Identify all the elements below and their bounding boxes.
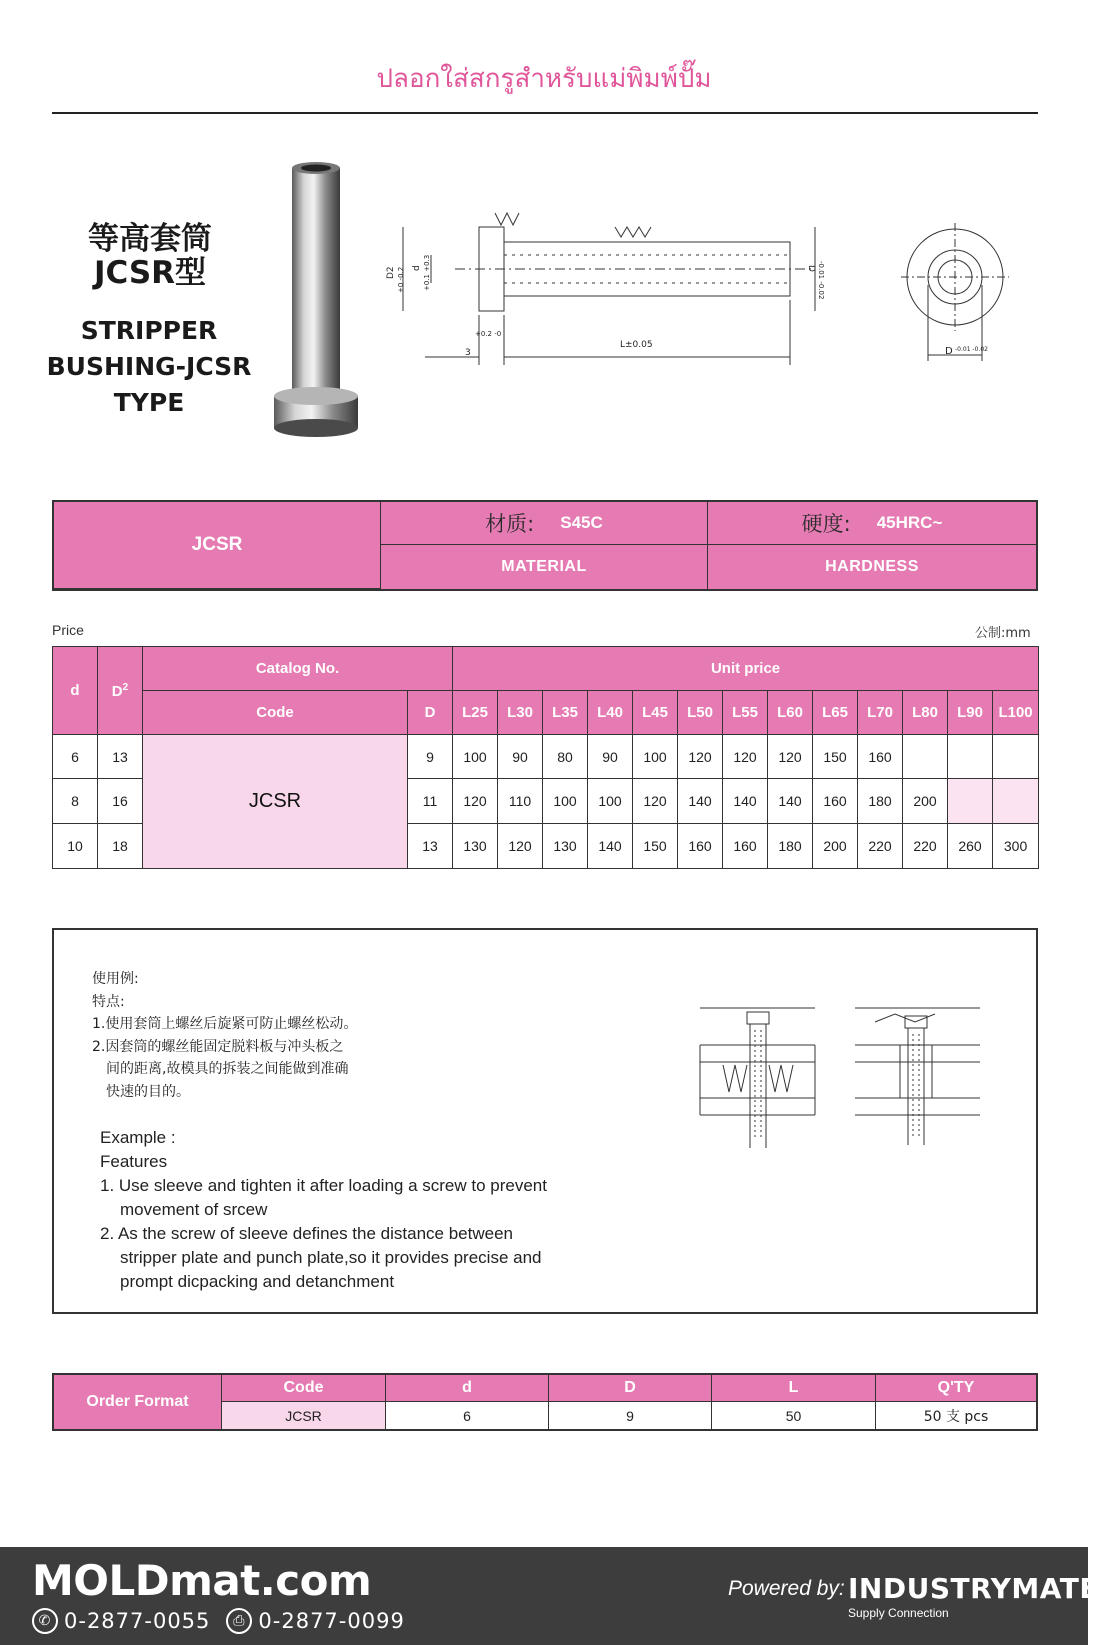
cell-price: 90 [588,735,633,779]
D-dim-tol: -0.01 -0.02 [817,261,825,300]
product-name-en-line3: TYPE [113,388,185,417]
header-length: L40 [588,691,633,735]
page-title: ปลอกใส่สกรูสำหรับแม่พิมพ์ปั๊ม [376,64,712,94]
product-photo [272,160,362,442]
price-table [52,646,1039,869]
order-header-L: L [712,1375,876,1402]
header-length: L65 [813,691,858,735]
company-tagline: Supply Connection [848,1606,949,1620]
header-length: L50 [678,691,723,735]
length-label: L±0.05 [620,340,653,350]
cell-price: 120 [678,735,723,779]
header-length: L45 [633,691,678,735]
cell-price: 260 [948,824,993,869]
header-D: D [408,691,453,735]
cell-D2: 18 [98,824,143,869]
product-type-cn: JCSR型 [93,255,207,291]
en-item-1a: 1. Use sleeve and tighten it after loading a screw to prevent [100,1176,547,1195]
spec-code: JCSR [191,534,243,555]
cell-D: 9 [408,735,453,779]
hardness-en-cell [708,545,1036,589]
cell-price: 140 [588,824,633,869]
usage-drawing-2 [855,1008,980,1145]
cn-features-title: 特点: [92,993,125,1010]
product-name-en-line1: STRIPPER [80,316,218,345]
cell-price: 300 [993,824,1039,869]
fax-number[interactable]: 0-2877-0099 [258,1609,405,1633]
en-item-2c: prompt dicpacking and detanchment [120,1272,395,1291]
d-dim-tol: +0.1 +0.3 [423,254,431,291]
cell-price: 180 [768,824,813,869]
cell-D: 11 [408,779,453,824]
order-format-table [52,1373,1038,1431]
cell-D2: 13 [98,735,143,779]
hardness-cell [708,502,1036,545]
hardness-label-cn: 硬度: [801,512,851,536]
header-d: d [53,647,98,735]
cell-price: 90 [498,735,543,779]
cell-price: 100 [543,779,588,824]
en-features-title: Features [100,1152,168,1171]
header-length: L35 [543,691,588,735]
header-length: L30 [498,691,543,735]
cell-price: 120 [768,735,813,779]
cn-example-title: 使用例: [92,971,139,987]
cell-price [993,735,1039,779]
contact-phones [32,1608,405,1634]
header-code: Code [143,691,408,735]
hardness-label-en: HARDNESS [825,558,919,575]
cell-price: 100 [453,735,498,779]
order-header-code: Code [222,1375,386,1402]
header-unit-price: Unit price [453,647,1039,691]
cell-price: 200 [903,779,948,824]
hardness-value: 45HRC~ [876,513,943,532]
cell-price: 220 [858,824,903,869]
spec-table [52,500,1038,591]
cell-price: 140 [768,779,813,824]
material-value: S45C [560,513,603,532]
end-view-drawing [905,215,1025,375]
cn-item-2c: 快速的目的。 [106,1083,190,1100]
usage-drawings [695,1000,1025,1160]
order-header-qty: Q'TY [876,1375,1036,1402]
end-D-label: D [945,346,953,357]
powered-by-label: Powered by: [728,1577,845,1600]
example-notes-cn [92,968,357,1103]
material-cell [381,502,708,545]
end-D-tol: -0.01 -0.02 [955,346,988,353]
cell-price: 160 [813,779,858,824]
spec-code-cell [54,502,381,589]
length-header-row [53,691,1039,735]
cell-price: 120 [633,779,678,824]
head-length-label: 3 [465,348,471,358]
phone-number[interactable]: 0-2877-0055 [64,1609,211,1633]
cell-D: 13 [408,824,453,869]
material-label-cn: 材质: [485,512,535,536]
cell-code: JCSR [143,735,408,869]
header-D2: $D^2$ [98,647,143,735]
order-format-label: Order Format [86,1393,189,1410]
example-notes-en [100,1126,547,1294]
cell-D2: 16 [98,779,143,824]
D-dim-label: D [806,265,816,272]
cell-price: 120 [723,735,768,779]
cn-item-1: 1.使用套筒上螺丝后旋紧可防止螺丝松动。 [92,1016,358,1032]
cell-price: 180 [858,779,903,824]
cell-d: 8 [53,779,98,824]
cell-price: 220 [903,824,948,869]
cell-price: 130 [453,824,498,869]
cell-price: 130 [543,824,588,869]
header-D2-text: D [111,682,123,700]
cell-price: 160 [678,824,723,869]
order-header-d: d [386,1375,549,1402]
order-value-L: 50 [712,1402,876,1429]
header-length: L70 [858,691,903,735]
order-value-d: 6 [386,1402,549,1429]
cell-price [948,735,993,779]
cell-price: 140 [723,779,768,824]
side-view-drawing [386,205,855,385]
company-logo[interactable]: INDUSTRYMATE [848,1572,1099,1605]
d-dim-label: d [412,265,422,271]
cn-item-2b: 间的距离,故模具的拆装之间能做到准确 [106,1061,349,1077]
en-item-1b: movement of srcew [120,1200,268,1219]
brand-logo[interactable]: MOLDmat.com [32,1556,372,1605]
en-example-title: Example : [100,1128,176,1147]
cell-price: 100 [633,735,678,779]
cell-d: 10 [53,824,98,869]
header-length: L100 [993,691,1039,735]
header-divider [52,112,1038,114]
cell-price: 160 [723,824,768,869]
cell-price [993,779,1039,824]
phone-icon: ✆ [32,1608,58,1634]
cn-item-2a: 2.因套筒的螺丝能固定脱料板与冲头板之 [92,1038,344,1055]
en-item-2b: stripper plate and punch plate,so it provides precise and [120,1248,542,1267]
price-label: Price [52,622,84,638]
header-length: L90 [948,691,993,735]
table-row [53,735,1039,779]
cell-price: 110 [498,779,543,824]
cell-price: 140 [678,779,723,824]
usage-drawing-1 [700,1008,815,1148]
header-length: L60 [768,691,813,735]
product-name-cn-line: 等高套筒 [88,221,212,257]
order-value-code: JCSR [222,1402,386,1429]
d2-dim-tol: +0 -0.2 [397,266,405,293]
order-value-qty: 50 支 pcs [923,1408,989,1425]
header-length: L80 [903,691,948,735]
header-length: L55 [723,691,768,735]
unit-note: 公制:mm [975,626,1031,641]
material-en-cell [381,545,708,589]
cell-price: 160 [858,735,903,779]
order-value-D: 9 [549,1402,712,1429]
cell-price: 80 [543,735,588,779]
order-header-D: D [549,1375,712,1402]
product-name-en-line2: BUSHING-JCSR [46,352,252,381]
order-format-label-cell [54,1375,222,1429]
cell-price: 120 [498,824,543,869]
product-name-en [44,313,254,421]
cell-price [948,779,993,824]
header-length: L25 [453,691,498,735]
cell-price [903,735,948,779]
en-item-2a: 2. As the screw of sleeve defines the distance between [100,1224,513,1243]
cell-price: 150 [813,735,858,779]
cell-price: 150 [633,824,678,869]
fax-icon: ⎙ [226,1608,252,1634]
material-label-en: MATERIAL [501,558,587,575]
cell-price: 100 [588,779,633,824]
cell-d: 6 [53,735,98,779]
d2-dim-label: D2 [386,266,396,279]
head-length-tol: +0.2 -0 [475,330,502,338]
cell-price: 120 [453,779,498,824]
cell-price: 200 [813,824,858,869]
product-name-cn [60,222,240,290]
header-catalog: Catalog No. [143,647,453,691]
